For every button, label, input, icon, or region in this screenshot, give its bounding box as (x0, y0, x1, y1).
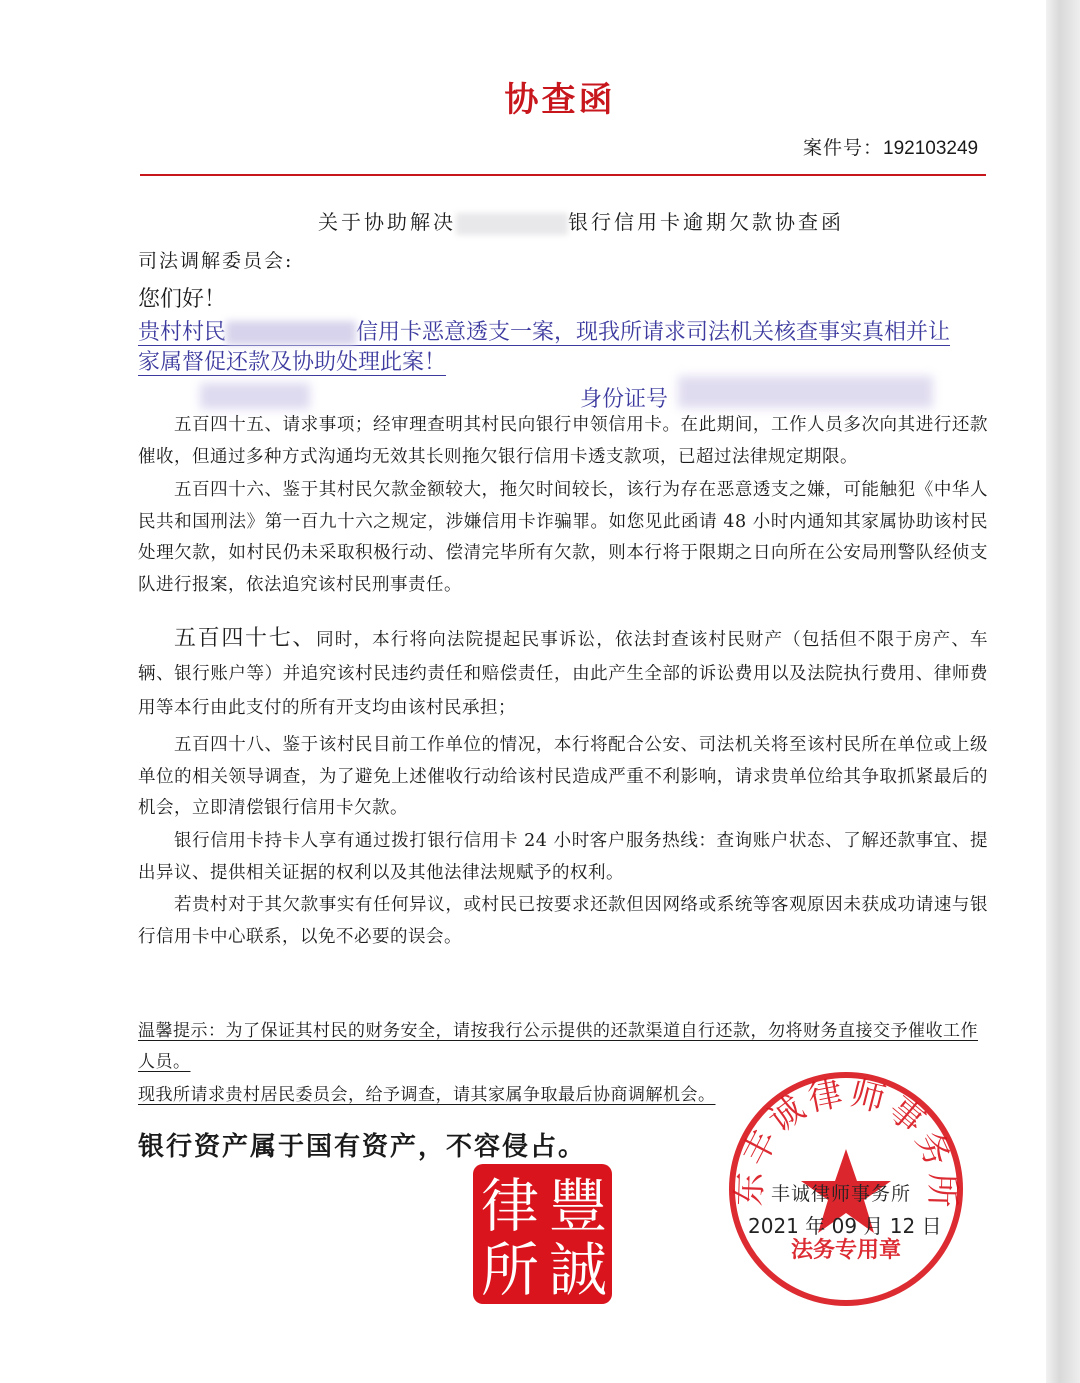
paragraph-546: 五百四十六、鉴于其村民欠款金额较大，拖欠时间较长，该行为存在恶意透支之嫌，可能触犯《中华人民共和国刑法》第一百九十六之规定，涉嫌信用卡诈骗罪。如您见此函请 48 小时内通知其家属协助该村民处理欠款，如村民仍未采取积极行动、偿清完毕所有欠款，则本行将于限期之日向所在公安局刑警队经侦支队进行报案，依法追究该村民刑事责任。 (138, 480, 988, 595)
notice-line-1-end: 信用卡恶意透支一案，现我所请求司法机关核查事实真相并让 (356, 320, 951, 345)
law-firm-signature: 丰诚律师事务所 (771, 1183, 912, 1205)
paragraph-547-body: 同时，本行将向法院提起民事诉讼，依法封查该村民财产（包括但不限于房产、车辆、银行账户等）并追究该村民违约责任和赔偿责任，由此产生全部的诉讼费用以及法院执行费用、律师费用等本行由此支付的所有开支均由该村民承担； (138, 630, 988, 718)
notice-text (138, 318, 998, 378)
notice-line-1-start: 贵村村民 (138, 320, 227, 345)
case-number-label: 案件号： (803, 137, 884, 159)
subject-prefix: 关于协助解决 (318, 210, 456, 234)
square-seal (473, 1164, 612, 1304)
paragraph-548: 五百四十八、鉴于该村民目前工作单位的情况，本行将配合公安、司法机关将至该村民所在单位或上级单位的相关领导调查，为了避免上述催收行动给该村民造成严重不利影响，请求贵单位给其争取抓紧最后的机会，立即清偿银行信用卡欠款。 (138, 735, 988, 818)
redacted-bank-name (456, 213, 568, 235)
round-seal-bottom-text: 法务专用章 (790, 1237, 902, 1263)
page-edge (1046, 0, 1080, 1383)
square-seal-glyphs (473, 1164, 612, 1304)
round-seal-ring-text: 东丰诚律师事务所 (729, 1072, 963, 1212)
case-number-value: 192103249 (883, 138, 979, 159)
redacted-name-block (200, 383, 310, 409)
addressee: 司法调解委员会: (138, 250, 294, 272)
notice-line-2: 家属督促还款及协助处理此案！ (138, 350, 447, 375)
paragraph-547 (138, 622, 988, 725)
id-number-label: 身份证号 (580, 387, 669, 412)
redacted-villager-name (226, 321, 356, 345)
seal-glyph-cheng: 誠 (549, 1236, 608, 1304)
state-asset-statement: 银行资产属于国有资产，不容侵占。 (138, 1132, 587, 1162)
paragraph-547-lead: 五百四十七、 (174, 626, 317, 651)
seal-glyph-lv: 律 (481, 1172, 540, 1240)
letter-subject (318, 206, 844, 235)
case-number (803, 133, 978, 160)
greeting: 您们好！ (138, 287, 227, 312)
header-divider (140, 174, 986, 176)
redacted-id-number (678, 376, 933, 408)
subject-suffix: 银行信用卡逾期欠款协查函 (568, 210, 844, 234)
seal-glyph-feng: 豐 (549, 1172, 608, 1240)
notice-line-1 (138, 320, 950, 346)
document-title: 协查函 (504, 80, 616, 120)
seal-glyph-suo: 所 (481, 1236, 540, 1304)
request-line: 现我所请求贵村居民委员会，给予调查，请其家属争取最后协商调解机会。 (138, 1085, 716, 1105)
warm-tip: 温馨提示：为了保证其村民的财务安全，请按我行公示提供的还款渠道自行还款，勿将财务直接交予催收工作人员。 (138, 1021, 978, 1072)
paragraph-545: 五百四十五、请求事项；经审理查明其村民向银行申领信用卡。在此期间，工作人员多次向其进行还款催收，但通过多种方式沟通均无效其长则拖欠银行信用卡透支款项，已超过法律规定期限。 (138, 415, 988, 467)
signature-date: 2021 年 09 月 12 日 (748, 1214, 942, 1238)
paragraph-objection: 若贵村对于其欠款事实有任何异议，或村民已按要求还款但因网络或系统等客观原因未获成功请速与银行信用卡中心联系，以免不必要的误会。 (138, 895, 988, 947)
paragraph-rights: 银行信用卡持卡人享有通过拨打银行信用卡 24 小时客户服务热线：查询账户状态、了解还款事宜、提出异议、提供相关证据的权利以及其他法律法规赋予的权利。 (138, 831, 988, 883)
